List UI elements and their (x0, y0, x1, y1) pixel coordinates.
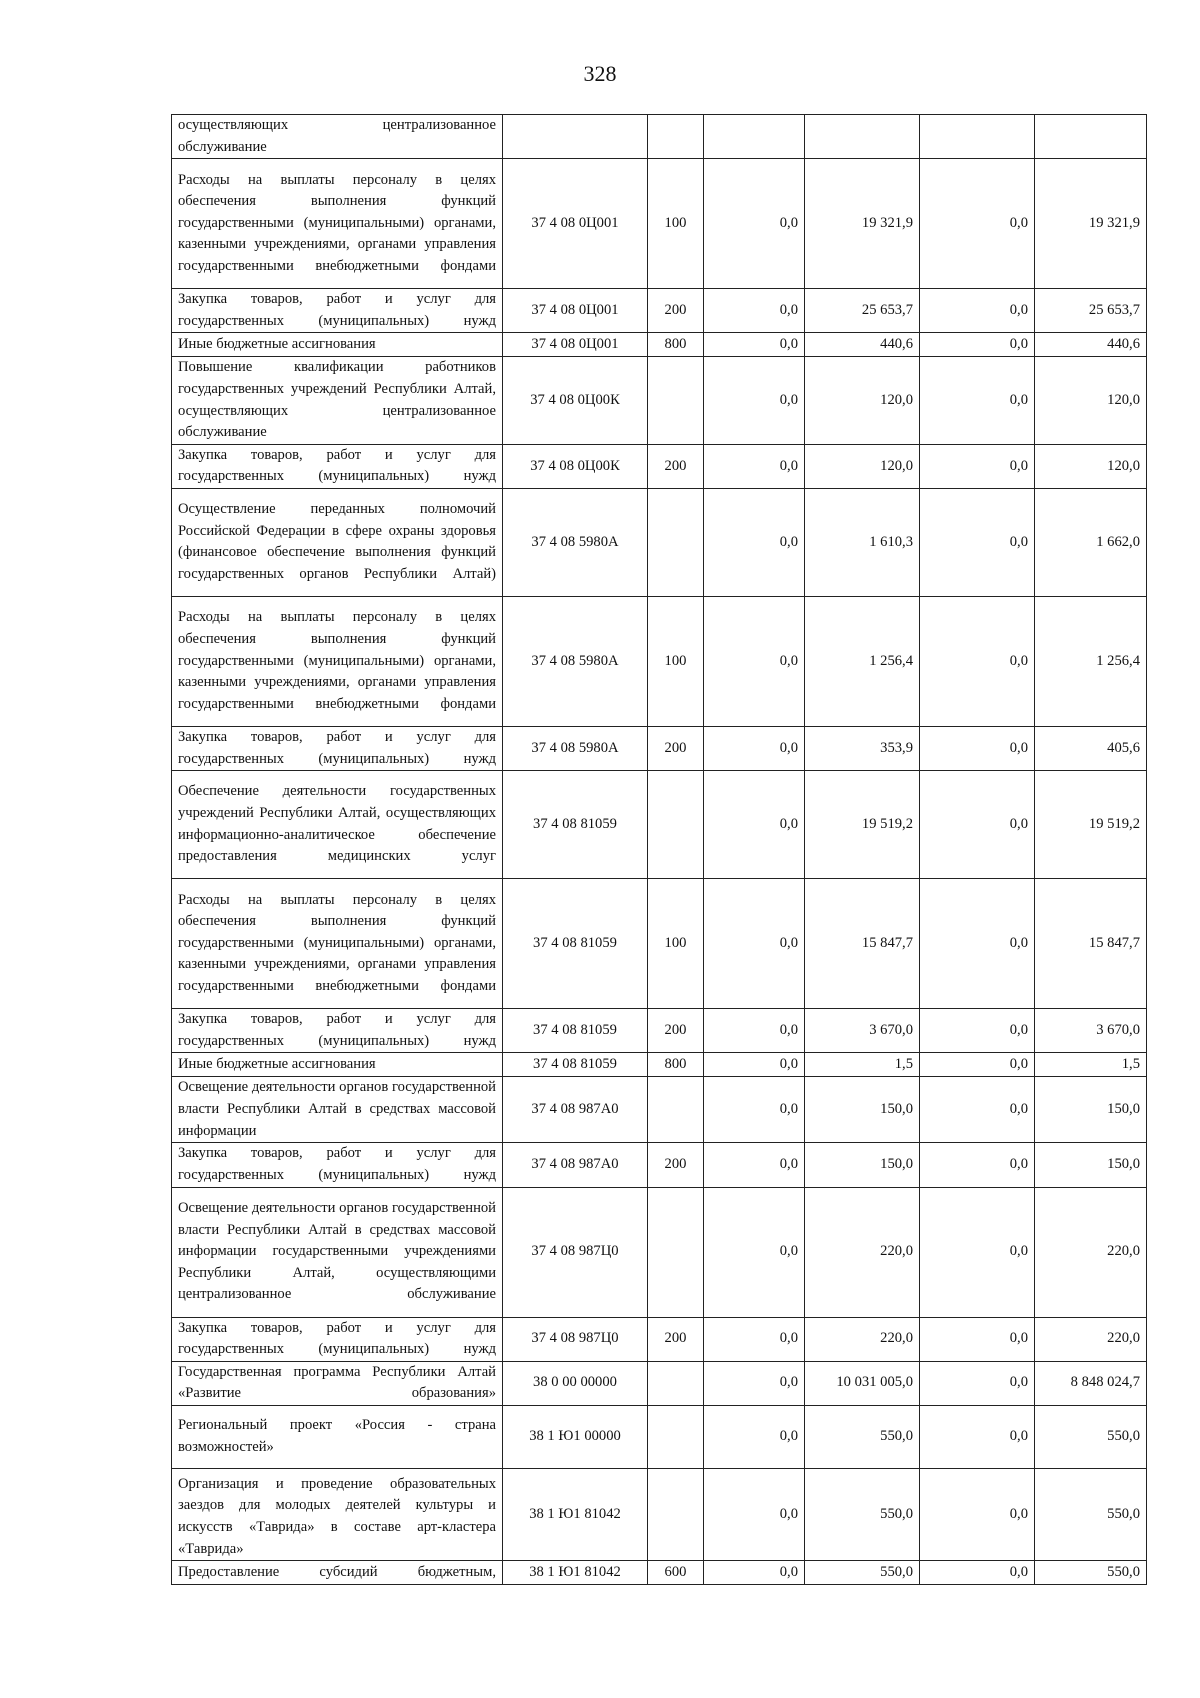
table-row (172, 1009, 1147, 1053)
row-value-4: 550,0 (1035, 1468, 1147, 1560)
row-code: 37 4 08 5980А (503, 726, 648, 770)
row-value-1: 0,0 (704, 159, 805, 289)
row-name: Закупка товаров, работ и услуг для государственных (муниципальных) нужд (172, 289, 503, 333)
row-code: 37 4 08 0Ц001 (503, 159, 648, 289)
row-expense-type (648, 1361, 704, 1405)
row-name: Региональный проект «Россия - страна возможностей» (172, 1405, 503, 1468)
row-value-2: 3 670,0 (805, 1009, 920, 1053)
row-value-1: 0,0 (704, 1361, 805, 1405)
row-code: 37 4 08 81059 (503, 1053, 648, 1077)
row-value-2: 19 519,2 (805, 771, 920, 879)
row-value-4: 120,0 (1035, 357, 1147, 444)
table-row (172, 289, 1147, 333)
row-name: Иные бюджетные ассигнования (172, 1053, 503, 1077)
row-value-4 (1035, 115, 1147, 159)
row-expense-type: 200 (648, 444, 704, 488)
row-value-4: 1 662,0 (1035, 488, 1147, 596)
row-name: Иные бюджетные ассигнования (172, 333, 503, 357)
row-expense-type (648, 1077, 704, 1143)
row-value-1: 0,0 (704, 1009, 805, 1053)
row-expense-type (648, 1468, 704, 1560)
row-value-3: 0,0 (920, 1143, 1035, 1187)
row-value-1: 0,0 (704, 596, 805, 726)
row-name: Повышение квалификации работников государственных учреждений Республики Алтай, осуществляющих централизованное обслуживание (172, 357, 503, 444)
table-body (172, 115, 1147, 1585)
row-name: Расходы на выплаты персоналу в целях обеспечения выполнения функций государственными (муниципальными) органами, казенными учреждениями, органами управления государственными внебюджетными фондами (172, 879, 503, 1009)
row-value-2: 550,0 (805, 1561, 920, 1585)
table-row (172, 333, 1147, 357)
row-name: Закупка товаров, работ и услуг для государственных (муниципальных) нужд (172, 1317, 503, 1361)
row-name: Закупка товаров, работ и услуг для государственных (муниципальных) нужд (172, 1009, 503, 1053)
row-value-4: 550,0 (1035, 1561, 1147, 1585)
row-expense-type: 100 (648, 159, 704, 289)
row-value-1: 0,0 (704, 488, 805, 596)
row-code: 37 4 08 5980А (503, 488, 648, 596)
row-expense-type: 800 (648, 333, 704, 357)
row-name: Закупка товаров, работ и услуг для государственных (муниципальных) нужд (172, 1143, 503, 1187)
row-name: Расходы на выплаты персоналу в целях обеспечения выполнения функций государственными (муниципальными) органами, казенными учреждениями, органами управления государственными внебюджетными фондами (172, 596, 503, 726)
row-value-3: 0,0 (920, 1317, 1035, 1361)
row-expense-type (648, 488, 704, 596)
row-code: 38 1 Ю1 81042 (503, 1561, 648, 1585)
row-value-2: 1,5 (805, 1053, 920, 1077)
row-code: 38 0 00 00000 (503, 1361, 648, 1405)
row-value-1: 0,0 (704, 771, 805, 879)
row-value-4: 440,6 (1035, 333, 1147, 357)
table-row (172, 771, 1147, 879)
row-value-4: 150,0 (1035, 1077, 1147, 1143)
row-value-1: 0,0 (704, 879, 805, 1009)
row-value-1: 0,0 (704, 1317, 805, 1361)
row-code: 37 4 08 0Ц001 (503, 333, 648, 357)
row-value-3: 0,0 (920, 726, 1035, 770)
row-value-4: 3 670,0 (1035, 1009, 1147, 1053)
row-expense-type (648, 115, 704, 159)
row-value-1 (704, 115, 805, 159)
row-value-3: 0,0 (920, 1187, 1035, 1317)
row-expense-type: 200 (648, 1009, 704, 1053)
row-value-2: 10 031 005,0 (805, 1361, 920, 1405)
row-expense-type (648, 1405, 704, 1468)
table-row (172, 1077, 1147, 1143)
row-value-2: 19 321,9 (805, 159, 920, 289)
row-expense-type: 200 (648, 289, 704, 333)
row-expense-type (648, 1187, 704, 1317)
row-name: осуществляющих централизованное обслуживание (172, 115, 503, 159)
row-expense-type: 600 (648, 1561, 704, 1585)
row-code (503, 115, 648, 159)
row-value-3: 0,0 (920, 596, 1035, 726)
row-value-2: 150,0 (805, 1077, 920, 1143)
row-name: Освещение деятельности органов государственной власти Республики Алтай в средствах массовой информации государственными учреждениями Республики Алтай, осуществляющими централизованное обслуживание (172, 1187, 503, 1317)
row-value-3: 0,0 (920, 159, 1035, 289)
row-code: 38 1 Ю1 81042 (503, 1468, 648, 1560)
row-name: Осуществление переданных полномочий Российской Федерации в сфере охраны здоровья (финансовое обеспечение выполнения функций государственных органов Республики Алтай) (172, 488, 503, 596)
table-row (172, 444, 1147, 488)
row-value-2 (805, 115, 920, 159)
row-value-2: 353,9 (805, 726, 920, 770)
row-value-4: 1,5 (1035, 1053, 1147, 1077)
row-value-4: 19 321,9 (1035, 159, 1147, 289)
row-value-2: 220,0 (805, 1317, 920, 1361)
row-value-3: 0,0 (920, 771, 1035, 879)
row-name: Организация и проведение образовательных заездов для молодых деятелей культуры и искусств «Таврида» в составе арт-кластера «Таврида» (172, 1468, 503, 1560)
row-value-4: 405,6 (1035, 726, 1147, 770)
row-value-3: 0,0 (920, 289, 1035, 333)
row-value-3: 0,0 (920, 1009, 1035, 1053)
row-value-4: 19 519,2 (1035, 771, 1147, 879)
row-expense-type: 100 (648, 879, 704, 1009)
row-value-1: 0,0 (704, 333, 805, 357)
row-value-1: 0,0 (704, 726, 805, 770)
row-code: 37 4 08 987Ц0 (503, 1187, 648, 1317)
row-value-3: 0,0 (920, 1077, 1035, 1143)
row-expense-type: 200 (648, 1143, 704, 1187)
row-value-3 (920, 115, 1035, 159)
row-value-3: 0,0 (920, 879, 1035, 1009)
row-expense-type (648, 771, 704, 879)
row-value-4: 1 256,4 (1035, 596, 1147, 726)
table-row (172, 357, 1147, 444)
row-name: Закупка товаров, работ и услуг для государственных (муниципальных) нужд (172, 444, 503, 488)
row-value-4: 220,0 (1035, 1187, 1147, 1317)
row-name: Предоставление субсидий бюджетным, (172, 1561, 503, 1585)
row-value-4: 15 847,7 (1035, 879, 1147, 1009)
row-value-2: 440,6 (805, 333, 920, 357)
row-code: 37 4 08 987А0 (503, 1143, 648, 1187)
row-value-2: 120,0 (805, 357, 920, 444)
table-row (172, 1317, 1147, 1361)
row-value-2: 25 653,7 (805, 289, 920, 333)
row-value-3: 0,0 (920, 1405, 1035, 1468)
table-row (172, 1561, 1147, 1585)
row-value-2: 15 847,7 (805, 879, 920, 1009)
row-value-1: 0,0 (704, 1405, 805, 1468)
table-row (172, 1187, 1147, 1317)
row-name: Государственная программа Республики Алтай «Развитие образования» (172, 1361, 503, 1405)
row-name: Освещение деятельности органов государственной власти Республики Алтай в средствах массовой информации (172, 1077, 503, 1143)
row-value-4: 120,0 (1035, 444, 1147, 488)
table-row (172, 879, 1147, 1009)
budget-table (171, 114, 1147, 1585)
row-value-4: 25 653,7 (1035, 289, 1147, 333)
row-code: 37 4 08 81059 (503, 879, 648, 1009)
row-code: 37 4 08 0Ц00К (503, 444, 648, 488)
table-row (172, 1468, 1147, 1560)
row-value-1: 0,0 (704, 1187, 805, 1317)
row-value-3: 0,0 (920, 1468, 1035, 1560)
table-row (172, 115, 1147, 159)
table-row (172, 596, 1147, 726)
row-value-1: 0,0 (704, 357, 805, 444)
row-name: Расходы на выплаты персоналу в целях обеспечения выполнения функций государственными (муниципальными) органами, казенными учреждениями, органами управления государственными внебюджетными фондами (172, 159, 503, 289)
row-value-3: 0,0 (920, 1361, 1035, 1405)
row-code: 37 4 08 81059 (503, 771, 648, 879)
row-value-2: 550,0 (805, 1468, 920, 1560)
row-value-2: 120,0 (805, 444, 920, 488)
table-row (172, 1053, 1147, 1077)
row-value-1: 0,0 (704, 1077, 805, 1143)
row-value-1: 0,0 (704, 289, 805, 333)
row-value-3: 0,0 (920, 1053, 1035, 1077)
row-value-1: 0,0 (704, 1143, 805, 1187)
row-expense-type: 800 (648, 1053, 704, 1077)
row-value-2: 1 610,3 (805, 488, 920, 596)
table-row (172, 1361, 1147, 1405)
row-expense-type: 200 (648, 1317, 704, 1361)
row-value-4: 550,0 (1035, 1405, 1147, 1468)
row-code: 37 4 08 0Ц00К (503, 357, 648, 444)
row-value-3: 0,0 (920, 488, 1035, 596)
table-row (172, 488, 1147, 596)
row-value-1: 0,0 (704, 444, 805, 488)
row-expense-type: 200 (648, 726, 704, 770)
row-code: 37 4 08 81059 (503, 1009, 648, 1053)
row-name: Обеспечение деятельности государственных учреждений Республики Алтай, осуществляющих информационно-аналитическое обеспечение предоставления медицинских услуг (172, 771, 503, 879)
row-code: 37 4 08 987А0 (503, 1077, 648, 1143)
row-value-1: 0,0 (704, 1053, 805, 1077)
row-value-4: 8 848 024,7 (1035, 1361, 1147, 1405)
row-value-2: 150,0 (805, 1143, 920, 1187)
row-value-3: 0,0 (920, 444, 1035, 488)
row-code: 38 1 Ю1 00000 (503, 1405, 648, 1468)
row-value-1: 0,0 (704, 1561, 805, 1585)
table-row (172, 159, 1147, 289)
row-value-3: 0,0 (920, 1561, 1035, 1585)
row-expense-type: 100 (648, 596, 704, 726)
table-row (172, 1143, 1147, 1187)
page-number: 328 (583, 61, 617, 86)
row-value-4: 150,0 (1035, 1143, 1147, 1187)
row-expense-type (648, 357, 704, 444)
row-code: 37 4 08 5980А (503, 596, 648, 726)
row-value-2: 220,0 (805, 1187, 920, 1317)
row-code: 37 4 08 0Ц001 (503, 289, 648, 333)
table-row (172, 726, 1147, 770)
row-value-2: 550,0 (805, 1405, 920, 1468)
row-value-4: 220,0 (1035, 1317, 1147, 1361)
row-code: 37 4 08 987Ц0 (503, 1317, 648, 1361)
row-name: Закупка товаров, работ и услуг для государственных (муниципальных) нужд (172, 726, 503, 770)
row-value-3: 0,0 (920, 357, 1035, 444)
row-value-2: 1 256,4 (805, 596, 920, 726)
table-row (172, 1405, 1147, 1468)
row-value-1: 0,0 (704, 1468, 805, 1560)
row-value-3: 0,0 (920, 333, 1035, 357)
